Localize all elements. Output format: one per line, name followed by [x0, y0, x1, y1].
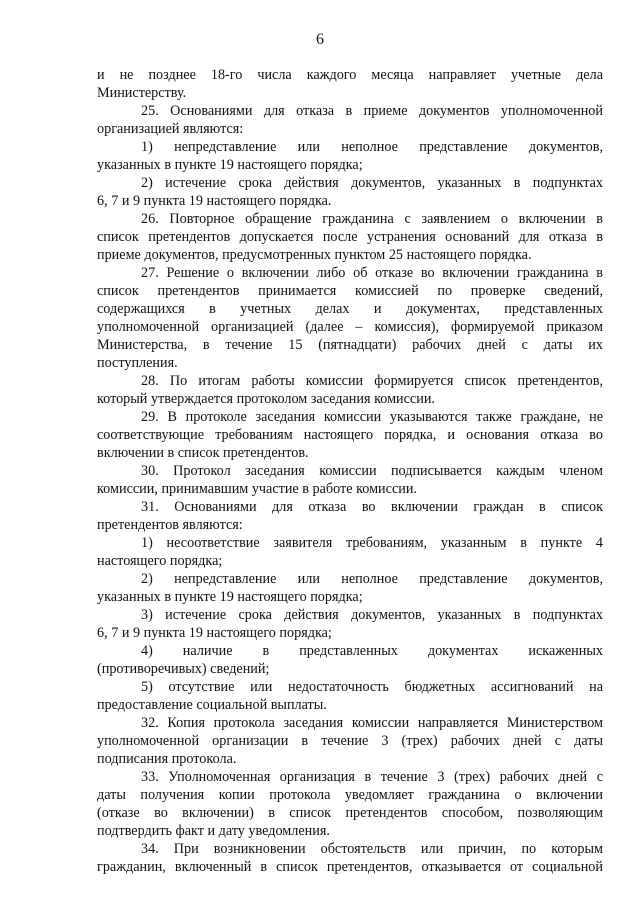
- text-line: Министерству.: [97, 85, 187, 101]
- text-line: соответствующие требованиям настоящего порядка, и основания отказа во: [97, 427, 603, 443]
- text-line: (противоречивых) сведений;: [97, 661, 270, 677]
- text-line: уполномоченной организацией (далее – комиссия), формируемой приказом: [97, 319, 603, 335]
- text-line: подтвердить факт и дату уведомления.: [97, 823, 330, 839]
- text-line: 2) непредставление или неполное представление документов,: [141, 571, 603, 587]
- text-line: 27. Решение о включении либо об отказе во включении гражданина в: [141, 265, 603, 281]
- text-line: включении в список претендентов.: [97, 445, 309, 461]
- text-line: 2) истечение срока действия документов, указанных в подпунктах: [141, 175, 603, 191]
- text-line: приеме документов, предусмотренных пунктом 25 настоящего порядка.: [97, 247, 532, 263]
- text-line: 31. Основаниями для отказа во включении граждан в список: [141, 499, 603, 515]
- text-line: 34. При возникновении обстоятельств или причин, по которым: [141, 841, 603, 857]
- text-line: 33. Уполномоченная организация в течение 3 (трех) рабочих дней с: [141, 769, 603, 785]
- text-line: 26. Повторное обращение гражданина с заявлением о включении в: [141, 211, 603, 227]
- text-line: 6, 7 и 9 пункта 19 настоящего порядка;: [97, 625, 332, 641]
- text-line: 5) отсутствие или недостаточность бюджетных ассигнований на: [141, 679, 603, 695]
- text-line: даты получения копии протокола уведомляет гражданина о включении: [97, 787, 603, 803]
- text-line: 6, 7 и 9 пункта 19 настоящего порядка.: [97, 193, 332, 209]
- text-line: 30. Протокол заседания комиссии подписывается каждым членом: [141, 463, 603, 479]
- text-line: поступления.: [97, 355, 178, 371]
- text-line: 25. Основаниями для отказа в приеме документов уполномоченной: [141, 103, 603, 119]
- text-line: список претендентов допускается после устранения оснований для отказа в: [97, 229, 603, 245]
- text-line: подписания протокола.: [97, 751, 237, 767]
- text-line: организацией являются:: [97, 121, 244, 137]
- text-line: содержащихся в учетных делах и документах, представленных: [97, 301, 603, 317]
- text-line: 28. По итогам работы комиссии формируется список претендентов,: [141, 373, 603, 389]
- text-line: указанных в пункте 19 настоящего порядка;: [97, 157, 363, 173]
- text-line: уполномоченной организации в течение 3 (трех) рабочих дней с даты: [97, 733, 603, 749]
- text-line: настоящего порядка;: [97, 553, 223, 569]
- text-line: предоставление социальной выплаты.: [97, 697, 327, 713]
- text-line: и не позднее 18-го числа каждого месяца направляет учетные дела: [97, 67, 603, 83]
- text-line: комиссии, принимавшим участие в работе комиссии.: [97, 481, 417, 497]
- text-line: (отказе во включении) в список претендентов способом, позволяющим: [97, 805, 603, 821]
- text-line: 1) несоответствие заявителя требованиям, указанным в пункте 4: [141, 535, 603, 551]
- page-number: 6: [316, 31, 324, 48]
- text-line: гражданин, включенный в список претендентов, отказывается от социальной: [97, 859, 603, 875]
- text-line: претендентов являются:: [97, 517, 243, 533]
- text-line: указанных в пункте 19 настоящего порядка;: [97, 589, 363, 605]
- text-line: список претендентов принимается комиссией по проверке сведений,: [97, 283, 603, 299]
- text-line: 4) наличие в представленных документах искаженных: [141, 643, 603, 659]
- text-line: Министерства, в течение 15 (пятнадцати) рабочих дней с даты их: [97, 337, 603, 353]
- text-line: который утверждается протоколом заседания комиссии.: [97, 391, 435, 407]
- text-line: 1) непредставление или неполное представление документов,: [141, 139, 603, 155]
- text-line: 3) истечение срока действия документов, указанных в подпунктах: [141, 607, 603, 623]
- text-line: 32. Копия протокола заседания комиссии направляется Министерством: [141, 715, 603, 731]
- text-line: 29. В протоколе заседания комиссии указываются также граждане, не: [141, 409, 603, 425]
